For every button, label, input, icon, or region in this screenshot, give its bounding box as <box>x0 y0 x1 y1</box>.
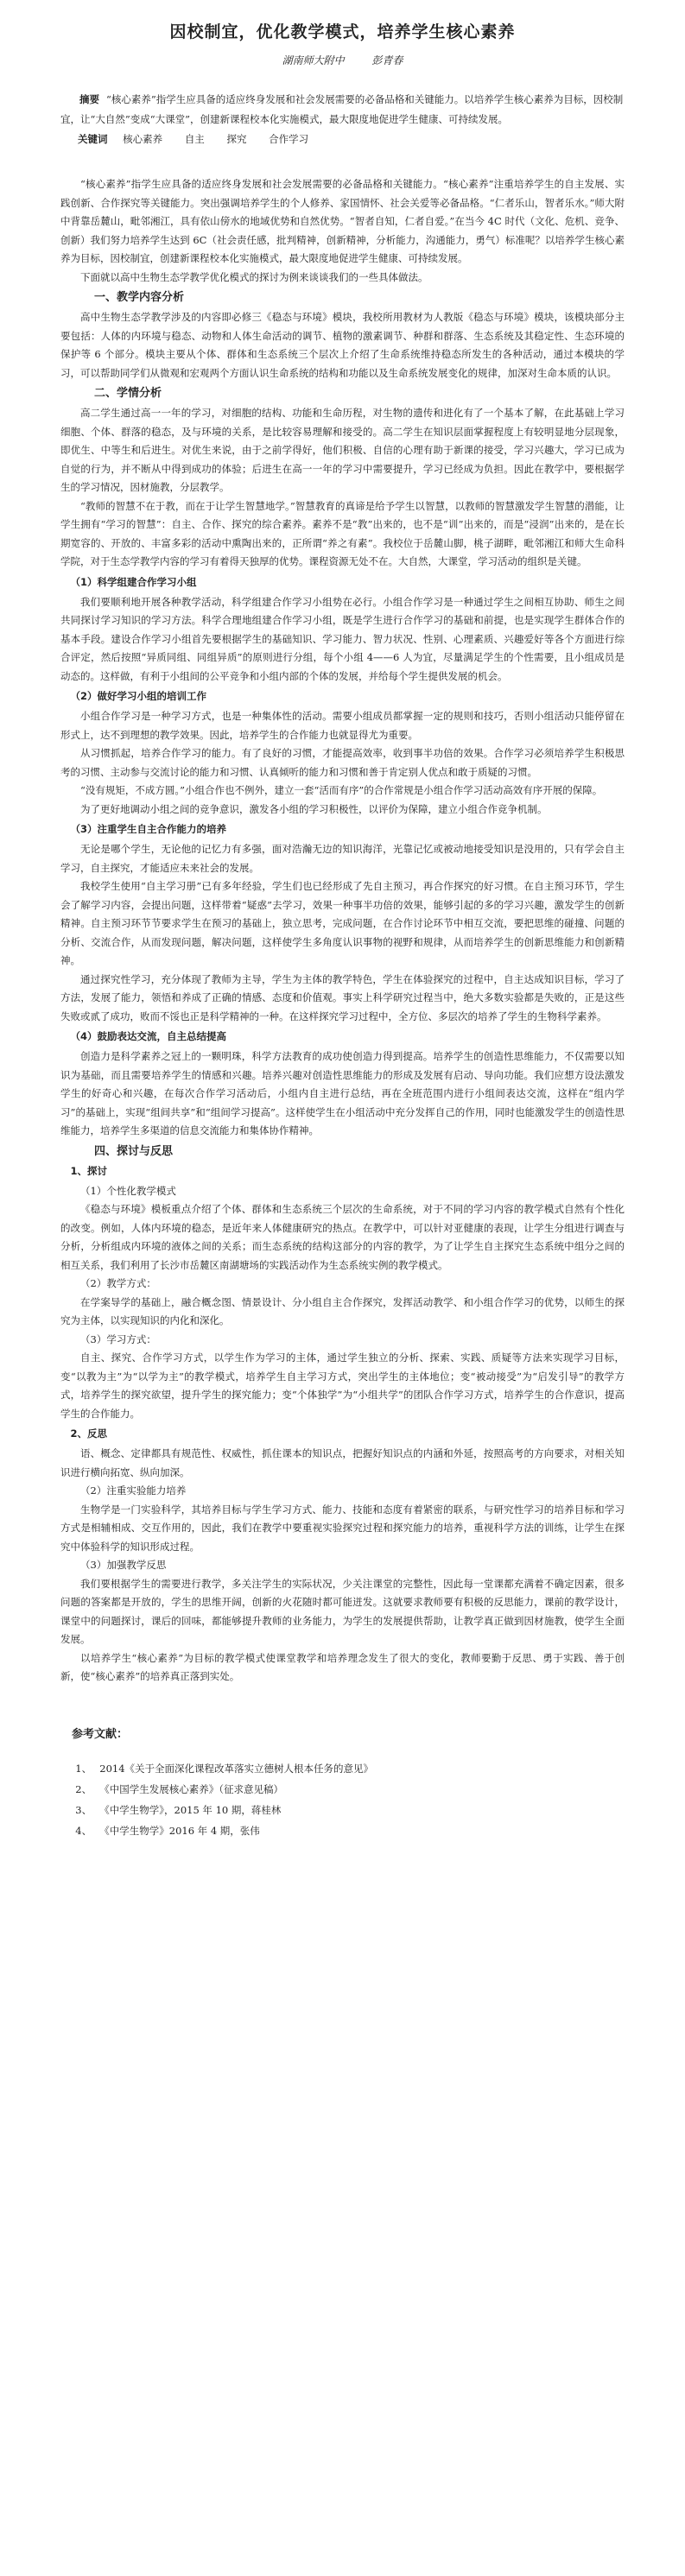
body-paragraph: 我们要根据学生的需要进行教学，多关注学生的实际状况，少关注课堂的完整性，因此每一堂课都充满着不确定因素，很多问题的答案都是开放的，学生的思维开阔，创新的火花随时都可能迸发。这就要求教师要有积极的反思能力，课前的教学设计，课堂中的问题探讨，课后的回味，都能够提升教师的业务能力，为学生的发展提供帮助，让教学真正做到因材施教，使学生全面发展。 <box>60 1577 625 1645</box>
body-paragraph: 高二学生通过高一一年的学习，对细胞的结构、功能和生命历程，对生物的遗传和进化有了一个基本了解，在此基础上学习细胞、个体、群落的稳态，及与环境的关系，是比较容易理解和接受的。高二学生在知识层面掌握程度上有较明显地分层现象，即优生、中等生和后进生。对优生来说，由于之前学得好，他们积极、自信的心理有助于新课的接受，学习兴趣大，学习已成为自觉的行为，并不断从中得到成功的体验；后进生在高一一年的学习中需要提升，学习已经成为负担。因此在教学中，要根据学生的学习情况，因材施教，分层教学。 <box>60 407 625 493</box>
abstract <box>60 90 625 130</box>
subsection-heading: 2、反思 <box>70 1427 108 1440</box>
keyword: 探究 <box>226 133 247 145</box>
body-paragraph: 为了更好地调动小组之间的竞争意识，激发各小组的学习积极性，以评价为保障，建立小组合作竞争机制。 <box>80 802 548 815</box>
reference-item <box>75 1820 625 1841</box>
item-label: （1）个性化教学模式 <box>80 1184 176 1197</box>
subsection-heading: （1）科学组建合作学习小组 <box>70 575 197 588</box>
body-paragraph: “没有规矩，不成方圆。”小组合作也不例外，建立一套“活而有序”的合作常规是小组合作学习活动高效有序开展的保障。 <box>80 784 603 796</box>
reference-number: 3、 <box>75 1803 92 1816</box>
subsection-heading: （4）鼓励表达交流，自主总结提高 <box>70 1030 226 1042</box>
reference-number: 4、 <box>75 1824 92 1837</box>
reference-text: 《中学生物学》，2015 年 10 期，蒋桂林 <box>99 1803 282 1816</box>
body-paragraph: 在学案导学的基础上，融合概念图、情景设计、分小组自主合作探究，发挥活动教学、和小组合作学习的优势，以师生的探究为主体，以实现知识的内化和深化。 <box>60 1295 625 1326</box>
subsection-heading: （2）做好学习小组的培训工作 <box>70 690 207 702</box>
subsection-heading: 1、探讨 <box>70 1164 108 1177</box>
keyword: 自主 <box>184 133 205 145</box>
keyword: 核心素养 <box>123 133 163 145</box>
reference-text: 《中学生物学》2016 年 4 期，张伟 <box>99 1824 260 1837</box>
section-heading: 二、学情分析 <box>94 387 162 400</box>
body-paragraph: 我们要顺利地开展各种教学活动，科学组建合作学习小组势在必行。小组合作学习是一种通过学生之间相互协助、师生之间共同探讨学习知识的学习方法。科学合理地组建合作学习小组，既是学生进行合作学习的基础和前提，也是实现学生群体合作的基本手段。建设合作学习小组首先要根据学生的基础知识、学习能力、智力状况、性别、心理素质、兴趣爱好等各个方面进行综合评定，然后按照“异质同组、同组异质”的原则进行分组，每个小组 4——6 人为宜，尽量满足学生的个性需要，且小组成员是动态的。这样做，有利于小组间的公平竞争和小组内部的个体的发展，并给每个学生提供发展的机会。 <box>60 595 625 682</box>
abstract-label: 摘要 <box>79 93 99 105</box>
body-paragraph: 《稳态与环境》模板重点介绍了个体、群体和生态系统三个层次的生命系统，对于不同的学习内容的教学模式自然有个性化的改变。例如，人体内环境的稳态，是近年来人体健康研究的热点。在教学中，可以针对亚健康的表现，让学生分组进行调查与分析，分析组成内环境的液体之间的关系；而生态系统的结构这部分的内容的教学，为了让学生自主探究生态系统中组分之间的相互关系，我们利用了长沙市岳麓区南湖塘场的实践活动作为生态系统实例的教学模式。 <box>60 1203 625 1271</box>
body-paragraph: 创造力是科学素养之冠上的一颗明珠，科学方法教育的成功使创造力得到提高。培养学生的创造性思维能力，不仅需要以知识为基础，而且需要培养学生的情感和兴趣。培养兴趣对创造性思维能力的形成及发展有启动、导向功能。我们应想方设法激发学生的好奇心和兴趣，在每次合作学习活动后，小组内自主进行总结，再在全班范围内进行小组间表达交流，这样在“组内学习”的基础上，实现“组间共享”和“组间学习提高”。这样使学生在小组活动中充分发挥自己的作用，同时也能激发学生的创造性思维能力，培养学生多渠道的信息交流能力和集体协作精神。 <box>60 1050 625 1136</box>
reference-number: 2、 <box>75 1782 92 1795</box>
subsection-heading: （3）注重学生自主合作能力的培养 <box>70 823 226 835</box>
body-paragraph: 以培养学生“核心素养”为目标的教学模式使课堂教学和培养理念发生了很大的变化，教师要勤于反思、勇于实践、善于创新，使“核心素养”的培养真正落到实处。 <box>60 1651 625 1682</box>
reference-item <box>75 1758 625 1779</box>
item-label: （3）加强教学反思 <box>80 1559 167 1571</box>
body-paragraph: 通过探究性学习，充分体现了教师为主导，学生为主体的教学特色，学生在体验探究的过程中，自主达成知识目标，学习了方法，发展了能力，领悟和养成了正确的情感、态度和价值观。事实上科学研究过程当中，绝大多数实验都是失败的，正是这些失败或贰了成功，败而不馁也正是科学精神的一种。在这样探究学习过程中，全方位、多层次的培养了学生的生物科学素养。 <box>60 972 625 1022</box>
reference-item <box>75 1779 625 1800</box>
reference-number: 1、 <box>75 1762 92 1775</box>
body-paragraph: 自主、探究、合作学习方式，以学生作为学习的主体，通过学生独立的分析、探索、实践、质疑等方法来实现学习目标，变“以教为主”为“以学为主”的教学模式，培养学生自主学习方式，突出学生的主体地位；变“被动接受”为“启发引导”的教学方式，培养学生的探究欲望，提升学生的探究能力；变“个体独学”为“小组共学”的团队合作学习方式，培养学生的合作意识，提高学生的合作能力。 <box>60 1351 625 1420</box>
keyword: 合作学习 <box>269 133 309 145</box>
abstract-text: “核心素养”指学生应具备的适应终身发展和社会发展需要的必备品格和关键能力。以培养学生核心素养为目标，因校制宜，让“大自然”变成“大课堂”，创建新课程校本化实施模式，最大限度地促进学生健康、可持续发展。 <box>60 93 624 125</box>
reference-text: 《中国学生发展核心素养》（征求意见稿） <box>99 1782 283 1795</box>
references-title: 参考文献： <box>72 1727 129 1741</box>
intro-paragraph: 下面就以高中生物生态学教学优化模式的探讨为例来谈谈我们的一些具体做法。 <box>80 270 428 283</box>
body-paragraph: 从习惯抓起，培养合作学习的能力。有了良好的习惯，才能提高效率，收到事半功倍的效果。合作学习必须培养学生积极思考的习惯、主动参与交流讨论的能力和习惯、认真倾听的能力和习惯和善于肯定别人优点和敢于质疑的习惯。 <box>60 747 625 778</box>
item-label: （2）教学方式： <box>80 1277 156 1289</box>
body-paragraph: 我校学生使用“自主学习册”已有多年经验，学生们也已经形成了先自主预习，再合作探究的好习惯。在自主预习环节，学生会了解学习内容，会提出问题，这样带着“疑惑”去学习，效果一种事半功倍的效果，能够引起的多的学习兴趣，激发学生的创新精神。自主预习环节节要求学生在预习的基础上，独立思考，完成问题，在合作讨论环节中相互交流，要把思维的碰撞、问题的分析、交流合作，从而发现问题，解决问题，这样使学生多角度认识事物的视野和规律，从而培养学生的创新思维能力和创新精神。 <box>60 880 625 966</box>
body-paragraph: 高中生物生态学教学涉及的内容即必修三《稳态与环境》模块，我校所用教材为人教版《稳态与环境》模块，该模块部分主要包括：人体的内环境与稳态、动物和人体生命活动的调节、植物的激素调节、种群和群落、生态系统及其稳定性、生态环境的保护等 6 个部分。模块主要从个体、群体和生态系统三个层次上介绍了生命系统维持稳态所发生的各种活动，通过本模块的学习，可以帮助同学们从微观和宏观两个方面认识生命系统的结构和功能以及生命系统发展变化的规律，加深对生命本质的认识。 <box>60 311 625 379</box>
item-label: （2）注重实验能力培养 <box>80 1484 187 1497</box>
keywords-label: 关键词 <box>78 133 108 145</box>
section-heading: 一、教学内容分析 <box>94 291 185 304</box>
author-school: 湖南师大附中 <box>282 54 345 66</box>
body-paragraph: 无论是哪个学生，无论他的记忆力有多强，面对浩瀚无边的知识海洋，光靠记忆或被动地接受知识是没用的，只有学会自主学习，自主探究，才能适应未来社会的发展。 <box>60 843 625 874</box>
body-paragraph: 小组合作学习是一种学习方式，也是一种集体性的活动。需要小组成员都掌握一定的规则和技巧，否则小组活动只能停留在形式上，达不到理想的教学效果。因此，培养学生的合作能力也就显得尤为重要。 <box>60 710 625 741</box>
item-label: （3）学习方式： <box>80 1332 156 1345</box>
body-paragraph: 生物学是一门实验科学，其培养目标与学生学习方式、能力、技能和态度有着紧密的联系，与研究性学习的培养目标和学习方式是相辅相成、交互作用的，因此，我们在教学中要重视实验探究过程和探究能力的培养，重视科学方法的训练，让学生在探究中体验科学的知识形成过程。 <box>60 1503 625 1553</box>
author-name: 彭青春 <box>371 54 403 66</box>
intro-paragraph: “核心素养”指学生应具备的适应终身发展和社会发展需要的必备品格和关键能力。“核心素养”注重培养学生的自主发展、实践创新、合作探究等关键能力。突出强调培养学生的个人修养、家国情怀、社会关爱等必备品格。“仁者乐山，智者乐水。”师大附中背靠岳麓山，毗邻湘江，具有依山傍水的地域优势和自然优势。“智者自知，仁者自爱。”在当今 4C 时代（文化、危机、竞争、创新）我们努力培养学生达到 6C（社会责任感，批判精神，创新精神，分析能力，沟通能力，勇气）标准呢？以培养学生核心素养为目标，因校制宜，创建新课程校本化实施模式，最大限度地促进学生健康、可持续发展。 <box>60 178 625 264</box>
reference-text: 2014《关于全面深化课程改革落实立德树人根本任务的意见》 <box>99 1762 374 1775</box>
paper-title: 因校制宜，优化教学模式，培养学生核心素养 <box>169 22 516 41</box>
reference-item <box>75 1800 625 1820</box>
body-paragraph: “教师的智慧不在于教，而在于让学生智慧地学。”智慧教育的真谛是给予学生以智慧，以教师的智慧激发学生智慧的潜能，让学生拥有“学习的智慧”：自主、合作、探究的综合素养。素养不是“教”出来的，也不是“训”出来的，而是“浸润”出来的，是在长期宽容的、开放的、丰富多彩的活动中熏陶出来的，正所谓“养之有素”。我校位于岳麓山脚，桃子湖畔，毗邻湘江和师大生命科学院，对于生态学教学内容的学习有着得天独厚的优势。课程资源无处不在。大自然，大课堂，学习活动的组织是关键。 <box>60 499 625 567</box>
keywords <box>60 130 625 149</box>
section-heading: 四、探讨与反思 <box>94 1144 174 1158</box>
body-paragraph: 语、概念、定律都具有规范性、权威性，抓住课本的知识点，把握好知识点的内涵和外延，按照高考的方向要求，对相关知识进行横向拓宽、纵向加深。 <box>60 1447 625 1478</box>
byline <box>60 53 625 67</box>
